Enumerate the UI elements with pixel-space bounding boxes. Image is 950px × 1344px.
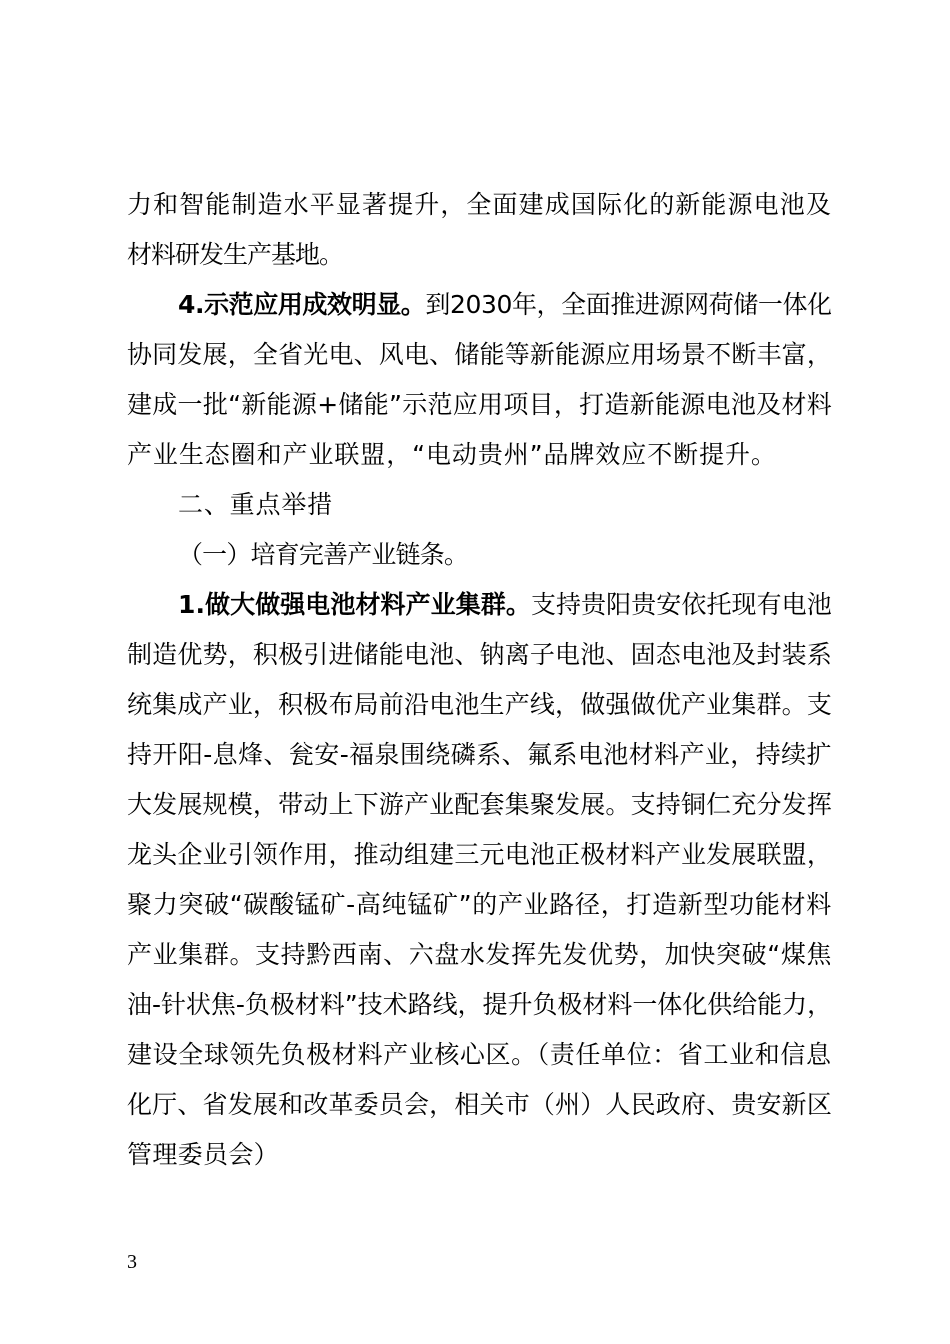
paragraph-line <box>127 1139 279 1171</box>
paragraph-line <box>127 189 832 221</box>
line-text: 支持贵阳贵安依托现有电池 <box>530 590 832 619</box>
line-text: 制造优势，积极引进储能电池、钠离子电池、固态电池及封装系 <box>127 640 833 669</box>
paragraph-line <box>127 839 832 871</box>
line-text: 持开阳-息烽、瓮安-福泉围绕磷系、氟系电池材料产业，持续扩 <box>127 740 832 769</box>
line-text: 建设全球领先负极材料产业核心区。（责任单位：省工业和信息 <box>127 1040 832 1069</box>
paragraph-line <box>127 439 777 471</box>
line-text: 化厅、省发展和改革委员会，相关市（州）人民政府、贵安新区 <box>127 1090 833 1119</box>
paragraph-line <box>127 339 832 371</box>
paragraph-line <box>127 1089 832 1121</box>
line-text: 管理委员会） <box>127 1140 279 1169</box>
paragraph-line <box>127 789 832 821</box>
paragraph-line <box>178 489 333 521</box>
line-text: 到2030年，全面推进源网荷储一体化 <box>425 290 832 319</box>
line-text: 产业生态圈和产业联盟，“电动贵州”品牌效应不断提升。 <box>127 440 777 469</box>
page-number: 3 <box>127 1251 137 1273</box>
bold-heading-text: 1.做大做强电池材料产业集群。 <box>178 590 531 619</box>
paragraph-line <box>178 539 468 571</box>
line-text: 协同发展，全省光电、风电、储能等新能源应用场景不断丰富， <box>127 340 833 369</box>
line-text: 二、重点举措 <box>178 490 333 519</box>
line-text: 油-针状焦-负极材料”技术路线，提升负极材料一体化供给能力， <box>127 990 833 1019</box>
line-text: （一）培育完善产业链条。 <box>178 540 469 569</box>
paragraph-line <box>127 939 832 971</box>
line-text: 力和智能制造水平显著提升，全面建成国际化的新能源电池及 <box>127 190 832 219</box>
line-text: 大发展规模，带动上下游产业配套集聚发展。支持铜仁充分发挥 <box>127 790 833 819</box>
bold-heading-text: 4.示范应用成效明显。 <box>178 290 426 319</box>
paragraph-line <box>127 639 832 671</box>
paragraph-line <box>127 239 343 271</box>
line-text: 统集成产业，积极布局前沿电池生产线，做强做优产业集群。支 <box>127 690 833 719</box>
paragraph-line <box>127 989 832 1021</box>
line-text: 建成一批“新能源+储能”示范应用项目，打造新能源电池及材料 <box>127 390 832 419</box>
line-text: 龙头企业引领作用，推动组建三元电池正极材料产业发展联盟， <box>127 840 833 869</box>
paragraph-line <box>127 1039 832 1071</box>
line-text: 材料研发生产基地。 <box>127 240 344 269</box>
paragraph-line <box>127 889 832 921</box>
paragraph-line <box>178 589 832 621</box>
paragraph-line <box>127 689 832 721</box>
paragraph-line <box>127 739 832 771</box>
line-text: 聚力突破“碳酸锰矿-高纯锰矿”的产业路径，打造新型功能材料 <box>127 890 832 919</box>
paragraph-line <box>127 389 832 421</box>
line-text: 产业集群。支持黔西南、六盘水发挥先发优势，加快突破“煤焦 <box>127 940 833 969</box>
paragraph-line <box>178 289 832 321</box>
